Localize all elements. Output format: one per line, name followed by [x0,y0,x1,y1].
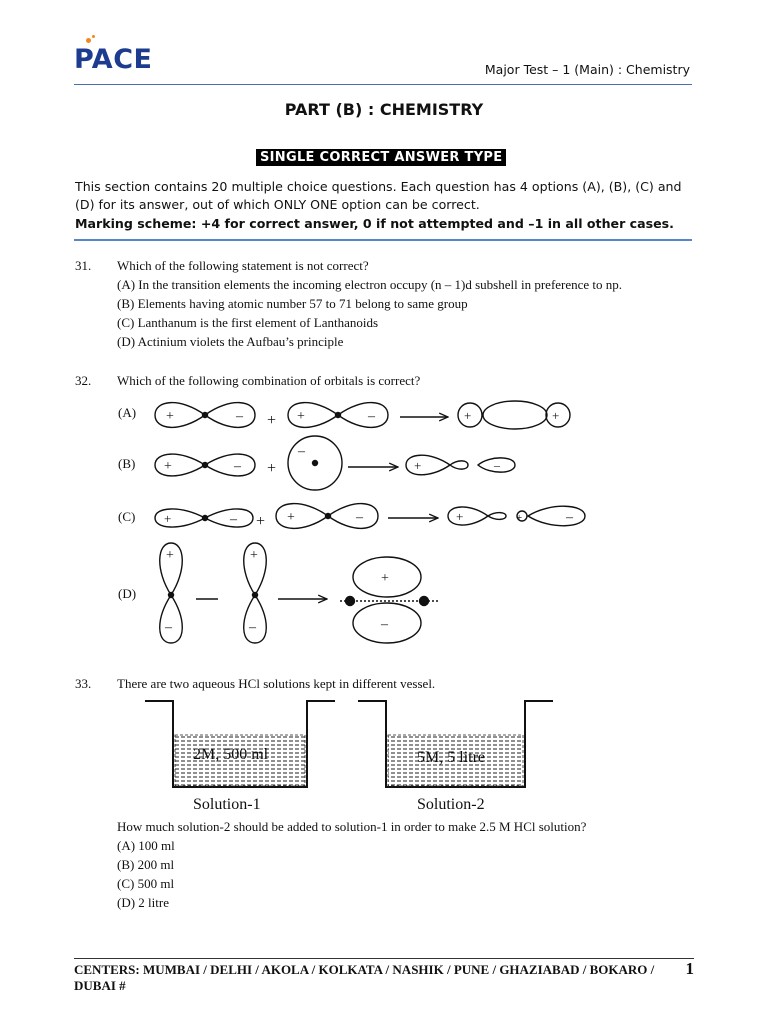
option-d-label: (D) [118,586,137,601]
svg-text:+: + [164,511,172,526]
svg-text:+: + [256,513,266,530]
vessel-2-contents: 5M, 5 litre [417,749,485,766]
option-a: (A) In the transition elements the incoming electron occupy (n – 1)d subshell in preference to np. [117,277,623,292]
pace-logo [74,44,152,75]
footer [74,959,694,994]
svg-text:+: + [164,459,172,474]
svg-text:+: + [552,408,560,423]
option-b: (B) Elements having atomic number 57 to 71 belong to same group [117,296,468,311]
option-b-label: (B) [118,456,136,471]
option-b: (B) 200 ml [117,857,175,872]
section-divider [74,239,692,241]
svg-text:–: – [298,444,305,459]
svg-text:+: + [250,548,258,563]
logo-dot-small-icon [92,35,95,38]
question-prompt: How much solution-2 should be added to solution-1 in order to make 2.5 M HCl solution? [117,819,587,834]
vessel-1-caption: Solution-1 [193,796,261,813]
question-number: 33. [75,676,92,691]
svg-text:–: – [234,459,241,474]
option-d: (D) Actinium violets the Aufbau’s principle [117,334,344,349]
svg-text:+: + [456,509,464,524]
page-number: 1 [685,959,694,978]
section-instructions: This section contains 20 multiple choice questions. Each question has 4 options (A), (B), (C) and (D) for its answer, out of which ONLY ONE option can be correct. [75,179,682,212]
logo-dot-icon [86,38,91,43]
svg-text:–: – [356,510,363,525]
svg-text:+: + [297,409,305,424]
centers-list: CENTERS: MUMBAI / DELHI / AKOLA / KOLKATA / NASHIK / PUNE / GHAZIABAD / BOKARO / DUBAI # [74,962,655,993]
question-number: 31. [75,258,92,273]
svg-text:+: + [414,458,422,473]
svg-text:+: + [166,409,174,424]
footer-divider [74,958,694,959]
svg-text:+: + [381,571,389,586]
question-text: There are two aqueous HCl solutions kept in different vessel. [117,676,436,691]
vessels-diagram [145,695,560,820]
part-title: PART (B) : CHEMISTRY [284,100,484,119]
svg-text:–: – [165,620,172,635]
svg-text:–: – [494,458,500,472]
question-text: Which of the following combination of orbitals is correct? [117,373,421,388]
svg-text:+: + [267,460,277,477]
svg-text:+: + [464,408,472,423]
option-a: (A) 100 ml [117,838,175,853]
svg-text:–: – [368,409,375,424]
svg-text:–: – [230,512,237,527]
option-c: (C) 500 ml [117,876,175,891]
header-divider [74,84,692,85]
svg-text:+: + [516,512,523,524]
option-a-label: (A) [118,405,137,420]
logo-text: PACE [74,44,153,75]
orbital-combination-diagram [110,395,610,660]
vessel-1-contents: 2M, 500 ml [193,746,269,763]
option-c-label: (C) [118,509,136,524]
question-text: Which of the following statement is not correct? [117,258,369,273]
svg-text:–: – [566,510,573,525]
svg-text:+: + [267,412,277,429]
option-c: (C) Lanthanum is the first element of Lanthanoids [117,315,379,330]
vessel-2-caption: Solution-2 [417,796,485,813]
question-number: 32. [75,373,92,388]
svg-text:+: + [287,510,295,525]
svg-text:–: – [381,617,388,632]
test-title: Major Test – 1 (Main) : Chemistry [484,62,690,77]
svg-text:+: + [166,548,174,563]
section-label: SINGLE CORRECT ANSWER TYPE [256,149,506,166]
svg-text:–: – [236,409,243,424]
svg-text:–: – [249,620,256,635]
option-d: (D) 2 litre [117,895,169,910]
marking-scheme: Marking scheme: +4 for correct answer, 0 if not attempted and –1 in all other cases. [75,216,674,231]
